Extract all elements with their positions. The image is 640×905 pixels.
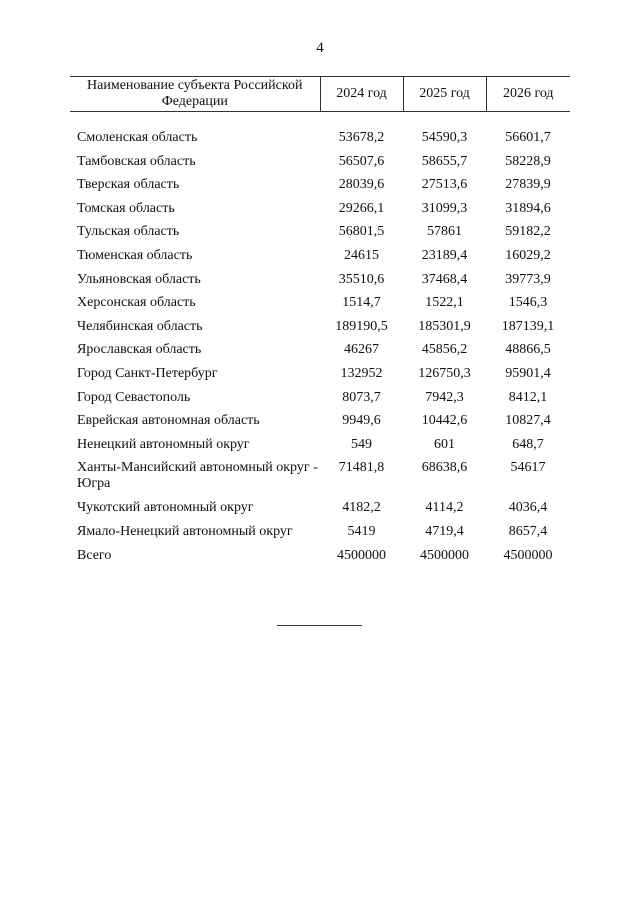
table-header-row <box>70 77 570 112</box>
subject-name-cell: Всего <box>77 547 112 563</box>
value-cell: 28039,6 <box>338 177 385 193</box>
value-cell: 4500000 <box>420 547 469 563</box>
value-cell: 37468,4 <box>421 271 468 287</box>
value-cell: 187139,1 <box>501 318 555 334</box>
subject-name-cell: Тверская область <box>77 177 180 193</box>
table-row <box>70 272 570 296</box>
value-cell: 126750,3 <box>418 365 471 381</box>
value-cell: 7942,3 <box>425 389 464 405</box>
table-row <box>70 548 570 572</box>
value-cell: 8073,7 <box>342 389 381 405</box>
table-row <box>70 342 570 366</box>
value-cell: 10442,6 <box>421 413 468 429</box>
value-cell: 4182,2 <box>342 500 381 516</box>
subject-name-cell: Еврейская автономная область <box>77 413 260 429</box>
value-cell: 53678,2 <box>338 130 385 145</box>
value-cell: 8412,1 <box>508 389 548 405</box>
value-cell: 4719,4 <box>425 523 464 539</box>
value-cell: 31099,3 <box>421 200 468 216</box>
value-cell: 29266,1 <box>338 200 385 216</box>
value-cell: 56601,7 <box>505 130 551 145</box>
value-cell: 4500000 <box>503 547 553 563</box>
subject-name-cell: Ненецкий автономный округ <box>77 436 250 452</box>
subject-name-cell: Херсонская область <box>77 295 196 311</box>
value-cell: 5419 <box>347 523 376 539</box>
page-number: 4 <box>316 40 324 56</box>
header-year-2025: 2025 год <box>403 77 486 112</box>
value-cell: 27513,6 <box>421 177 468 193</box>
value-cell: 1522,1 <box>425 295 464 311</box>
value-cell: 601 <box>434 436 455 452</box>
table-row <box>70 248 570 272</box>
value-cell: 54617 <box>510 460 546 476</box>
value-cell: 95901,4 <box>505 365 551 381</box>
subject-name-cell: Ярославская область <box>77 342 202 358</box>
subject-name-cell: Чукотский автономный округ <box>77 500 254 516</box>
subject-name-cell: Ямало-Ненецкий автономный округ <box>77 523 293 539</box>
value-cell: 8657,4 <box>508 523 548 539</box>
value-cell: 46267 <box>344 342 379 358</box>
value-cell: 56801,5 <box>338 224 385 240</box>
value-cell: 39773,9 <box>505 271 551 287</box>
value-cell: 35510,6 <box>338 271 385 287</box>
subject-name-cell: Смоленская область <box>77 130 198 145</box>
footer-divider <box>277 625 362 626</box>
value-cell: 56507,6 <box>338 153 385 169</box>
subject-name-cell: Томская область <box>77 200 175 216</box>
subject-name-cell: Тюменская область <box>77 247 193 263</box>
value-cell: 71481,8 <box>338 460 385 476</box>
distribution-table <box>70 76 570 571</box>
header-year-2024: 2024 год <box>320 77 403 112</box>
value-cell: 549 <box>351 436 372 452</box>
value-cell: 57861 <box>427 224 462 240</box>
value-cell: 4500000 <box>337 547 386 563</box>
value-cell: 31894,6 <box>505 200 551 216</box>
value-cell: 1546,3 <box>508 295 548 311</box>
value-cell: 23189,4 <box>421 247 468 263</box>
subject-name-cell: Ханты-Мансийский автономный округ - Югра <box>77 460 318 492</box>
table-row <box>70 437 570 461</box>
value-cell: 189190,5 <box>335 318 388 334</box>
table-row <box>70 177 570 201</box>
table-row <box>70 500 570 524</box>
subject-name-cell: Ульяновская область <box>77 271 201 287</box>
value-cell: 68638,6 <box>421 460 468 476</box>
table-row <box>70 224 570 248</box>
value-cell: 24615 <box>344 247 379 263</box>
value-cell: 1514,7 <box>342 295 381 311</box>
table-row <box>70 460 570 500</box>
value-cell: 4114,2 <box>425 500 464 516</box>
value-cell: 132952 <box>340 365 383 381</box>
table-row <box>70 201 570 225</box>
table-row <box>70 390 570 414</box>
value-cell: 10827,4 <box>505 413 551 429</box>
table-row <box>70 413 570 437</box>
subject-name-cell: Город Санкт-Петербург <box>77 365 218 381</box>
value-cell: 58655,7 <box>421 153 468 169</box>
value-cell: 48866,5 <box>505 342 551 358</box>
value-cell: 59182,2 <box>505 224 551 240</box>
value-cell: 58228,9 <box>505 153 551 169</box>
subject-name-cell: Челябинская область <box>77 318 203 334</box>
table-row <box>70 130 570 154</box>
table-row <box>70 319 570 343</box>
header-year-2026: 2026 год <box>486 77 570 112</box>
value-cell: 4036,4 <box>508 500 548 516</box>
subject-name-cell: Тамбовская область <box>77 153 196 169</box>
distribution-table-container <box>70 76 570 571</box>
value-cell: 648,7 <box>512 436 544 452</box>
table-row <box>70 154 570 178</box>
table-body <box>70 112 570 572</box>
value-cell: 45856,2 <box>421 342 468 358</box>
value-cell: 27839,9 <box>505 177 551 193</box>
table-row <box>70 524 570 548</box>
subject-name-cell: Тульская область <box>77 224 180 240</box>
value-cell: 185301,9 <box>418 318 471 334</box>
header-subject-name: Наименование субъекта Российской Федерации <box>70 77 320 112</box>
table-row <box>70 295 570 319</box>
value-cell: 54590,3 <box>421 130 468 145</box>
value-cell: 9949,6 <box>342 413 381 429</box>
table-row <box>70 366 570 390</box>
value-cell: 16029,2 <box>505 247 551 263</box>
table-spacer-row <box>70 112 570 131</box>
subject-name-cell: Город Севастополь <box>77 389 191 405</box>
